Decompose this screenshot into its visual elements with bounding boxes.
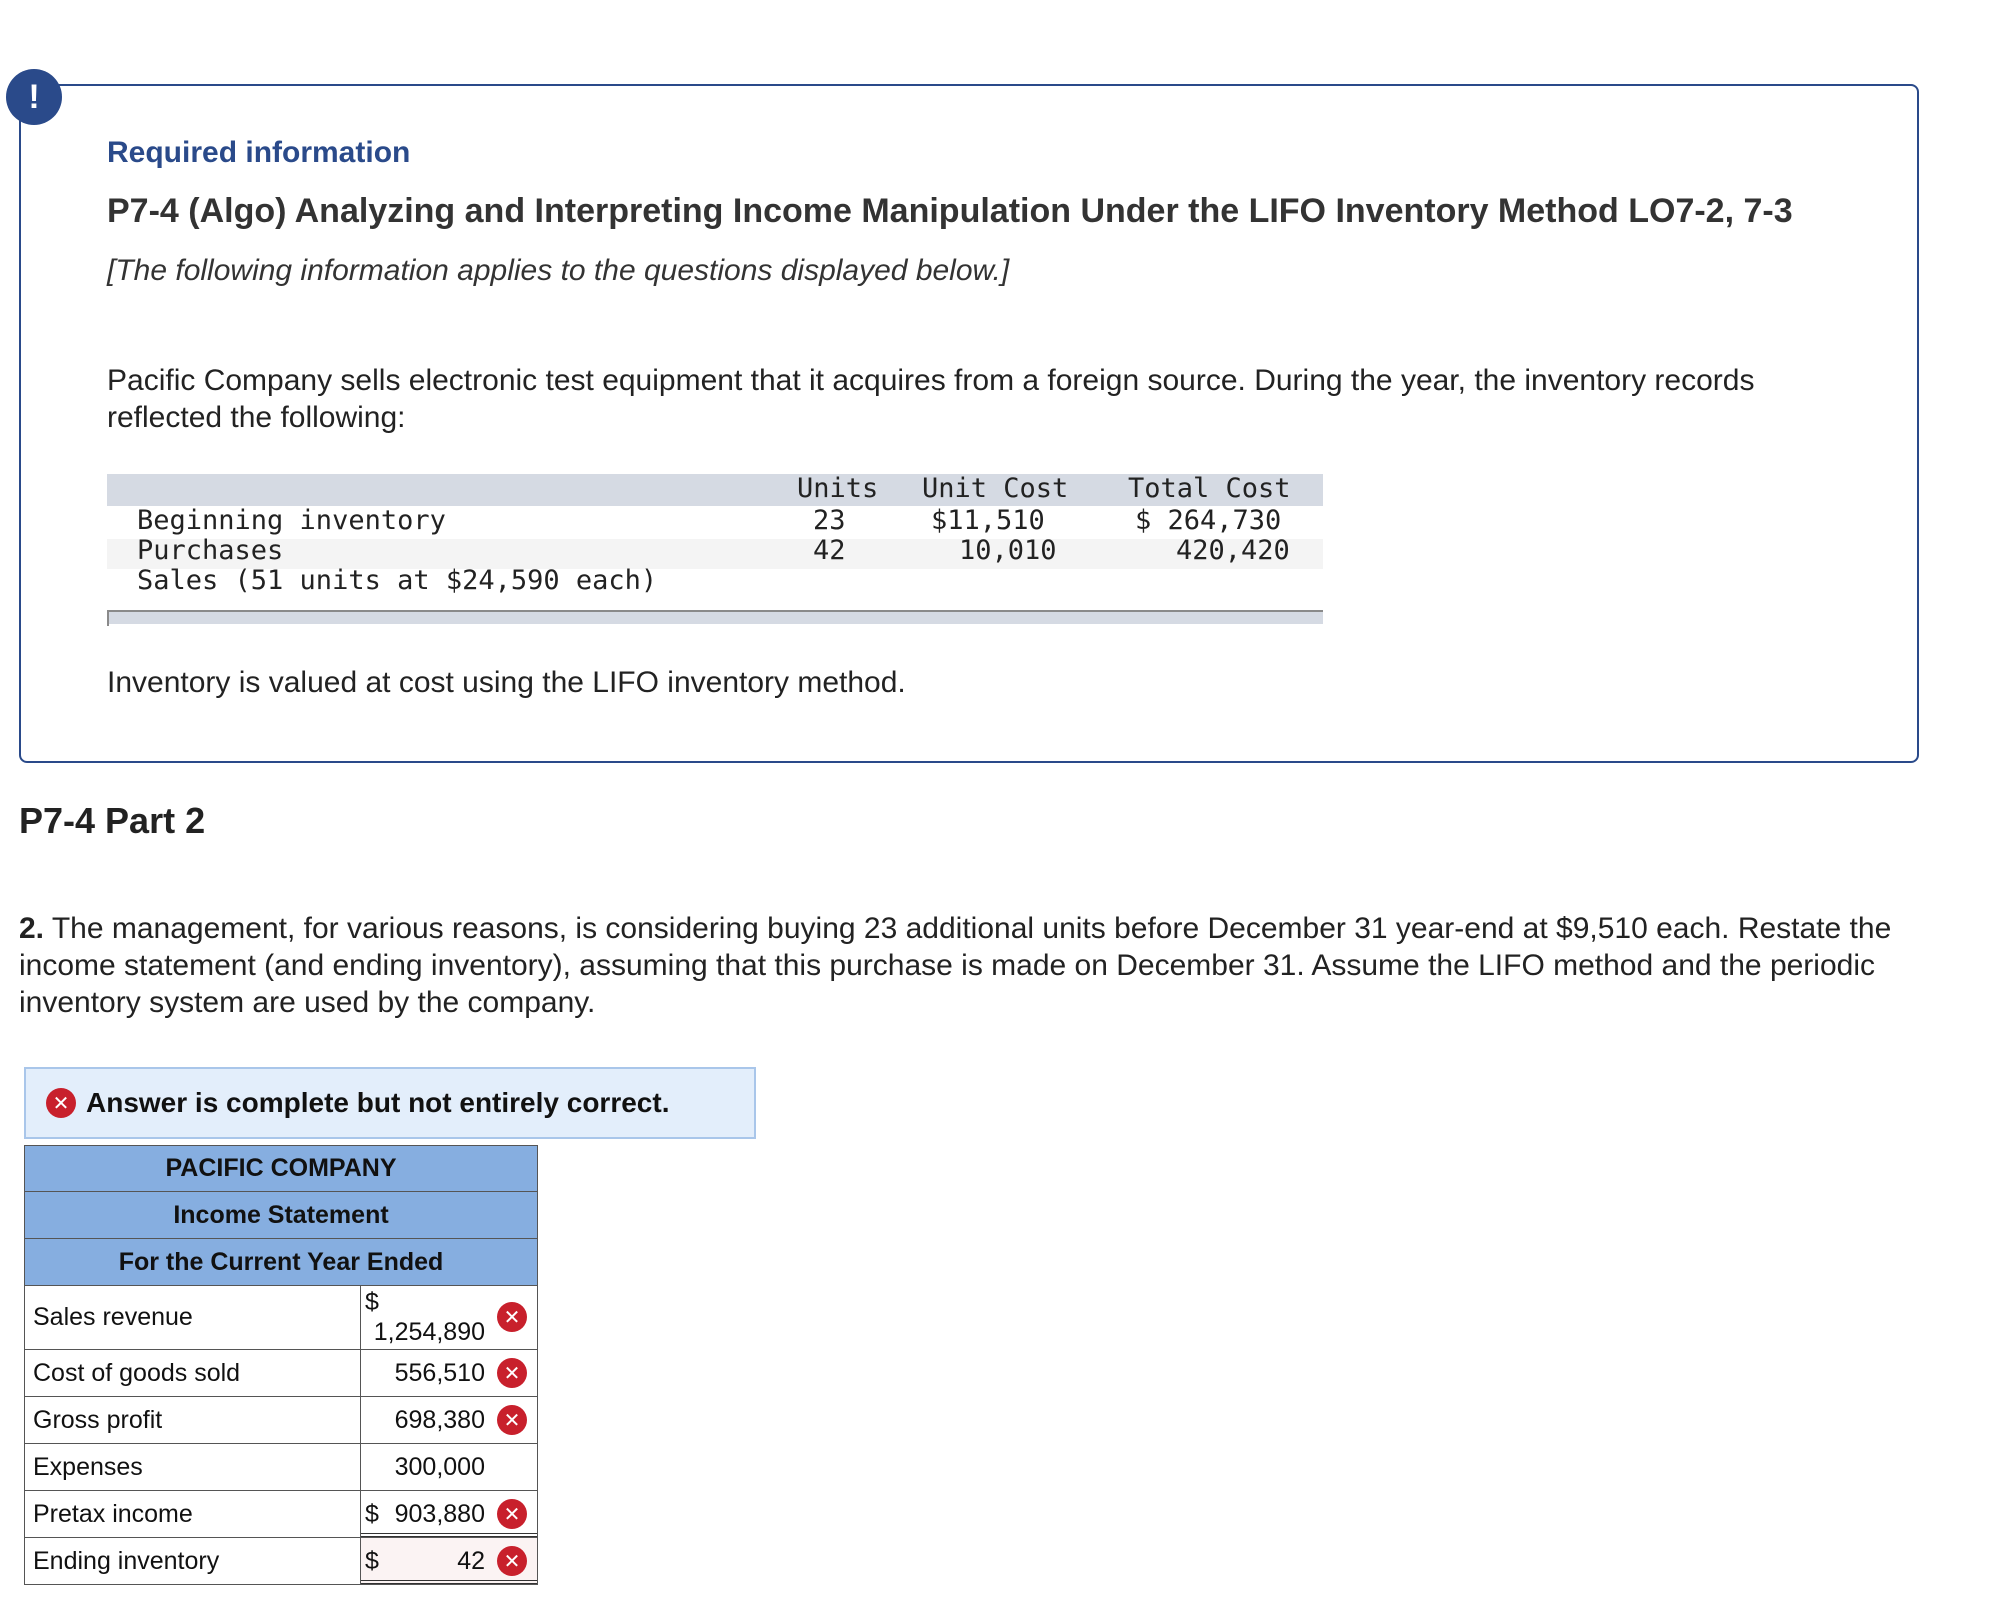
answer-status-banner: [24, 1067, 756, 1139]
incorrect-x-icon: ✕: [497, 1358, 527, 1388]
incorrect-x-icon: ✕: [497, 1302, 527, 1332]
input-sales-revenue[interactable]: [361, 1286, 537, 1349]
value-pretax-income: 903,880: [394, 1500, 485, 1528]
header-total-cost: Total Cost: [1128, 473, 1291, 504]
required-info-heading: Required information: [107, 136, 411, 169]
problem-title: P7-4 (Algo) Analyzing and Interpreting Income Manipulation Under the LIFO Inventory Method LO7-2, 7-3: [107, 192, 1793, 230]
value-expenses: 300,000: [394, 1453, 485, 1481]
incorrect-x-icon: ✕: [497, 1499, 527, 1529]
label-ending-inventory: Ending inventory: [25, 1538, 361, 1584]
applies-note: [The following information applies to the questions displayed below.]: [107, 254, 1010, 287]
header-units: Units: [797, 473, 879, 504]
question-number: 2.: [19, 912, 45, 945]
x-icon: ✕: [46, 1088, 76, 1118]
row-unit-cost-beginning: $11,510: [931, 505, 1045, 536]
header-unit-cost: Unit Cost: [922, 473, 1069, 504]
label-pretax-income: Pretax income: [25, 1491, 361, 1537]
currency-ending-inventory: $: [365, 1547, 379, 1575]
row-units-beginning: 23: [813, 505, 846, 536]
label-cost-of-goods-sold: Cost of goods sold: [25, 1350, 361, 1396]
row-pretax-income: [24, 1491, 538, 1538]
value-cost-of-goods-sold: 556,510: [394, 1359, 485, 1387]
income-statement: [24, 1145, 538, 1585]
value-cell-expenses: [361, 1444, 537, 1490]
currency-sales-revenue: $: [365, 1288, 379, 1316]
answer-status-text: Answer is complete but not entirely correct.: [86, 1087, 670, 1118]
row-gross-profit: [24, 1397, 538, 1444]
input-gross-profit[interactable]: [361, 1397, 537, 1443]
row-units-purchases: 42: [813, 535, 846, 566]
row-total-cost-beginning: $ 264,730: [1135, 505, 1282, 536]
lifo-note: Inventory is valued at cost using the LIFO inventory method.: [107, 666, 906, 699]
question-text: [19, 910, 1939, 1021]
value-sales-revenue: 1,254,890: [373, 1318, 485, 1346]
label-expenses: Expenses: [25, 1444, 361, 1490]
value-ending-inventory: 42: [457, 1547, 485, 1575]
alert-icon: !: [6, 69, 62, 125]
statement-company: PACIFIC COMPANY: [24, 1145, 538, 1192]
label-gross-profit: Gross profit: [25, 1397, 361, 1443]
row-sales-revenue: [24, 1286, 538, 1350]
question-body: The management, for various reasons, is considering buying 23 additional units before December 31 year-end at $9,510 each. Restate the income statement (and ending inventory), assuming that this purchase is made on December 31. Assume the LIFO method and the periodic inventory system are used by the company.: [19, 912, 1892, 1019]
row-expenses: [24, 1444, 538, 1491]
row-label-beginning: Beginning inventory: [137, 505, 446, 536]
input-ending-inventory[interactable]: [361, 1538, 537, 1584]
row-unit-cost-purchases: 10,010: [959, 535, 1057, 566]
value-gross-profit: 698,380: [394, 1406, 485, 1434]
row-total-cost-purchases: 420,420: [1176, 535, 1290, 566]
incorrect-x-icon: ✕: [497, 1405, 527, 1435]
row-label-purchases: Purchases: [137, 535, 284, 566]
part-title: P7-4 Part 2: [19, 800, 206, 841]
input-cost-of-goods-sold[interactable]: [361, 1350, 537, 1396]
inventory-footer-edge: [107, 610, 109, 626]
inventory-table: [107, 474, 1323, 626]
input-pretax-income[interactable]: [361, 1491, 537, 1537]
statement-name: Income Statement: [24, 1192, 538, 1239]
label-sales-revenue: Sales revenue: [25, 1286, 361, 1349]
incorrect-x-icon: ✕: [497, 1546, 527, 1576]
required-information-panel: [19, 84, 1919, 763]
row-cost-of-goods-sold: [24, 1350, 538, 1397]
problem-intro: Pacific Company sells electronic test equipment that it acquires from a foreign source. During the year, the inventory records reflected the following:: [107, 364, 1755, 434]
row-ending-inventory: [24, 1538, 538, 1585]
inventory-footer-bar: [107, 610, 1323, 624]
row-label-sales: Sales (51 units at $24,590 each): [137, 565, 658, 596]
statement-period: For the Current Year Ended: [24, 1239, 538, 1286]
currency-pretax-income: $: [365, 1500, 379, 1528]
